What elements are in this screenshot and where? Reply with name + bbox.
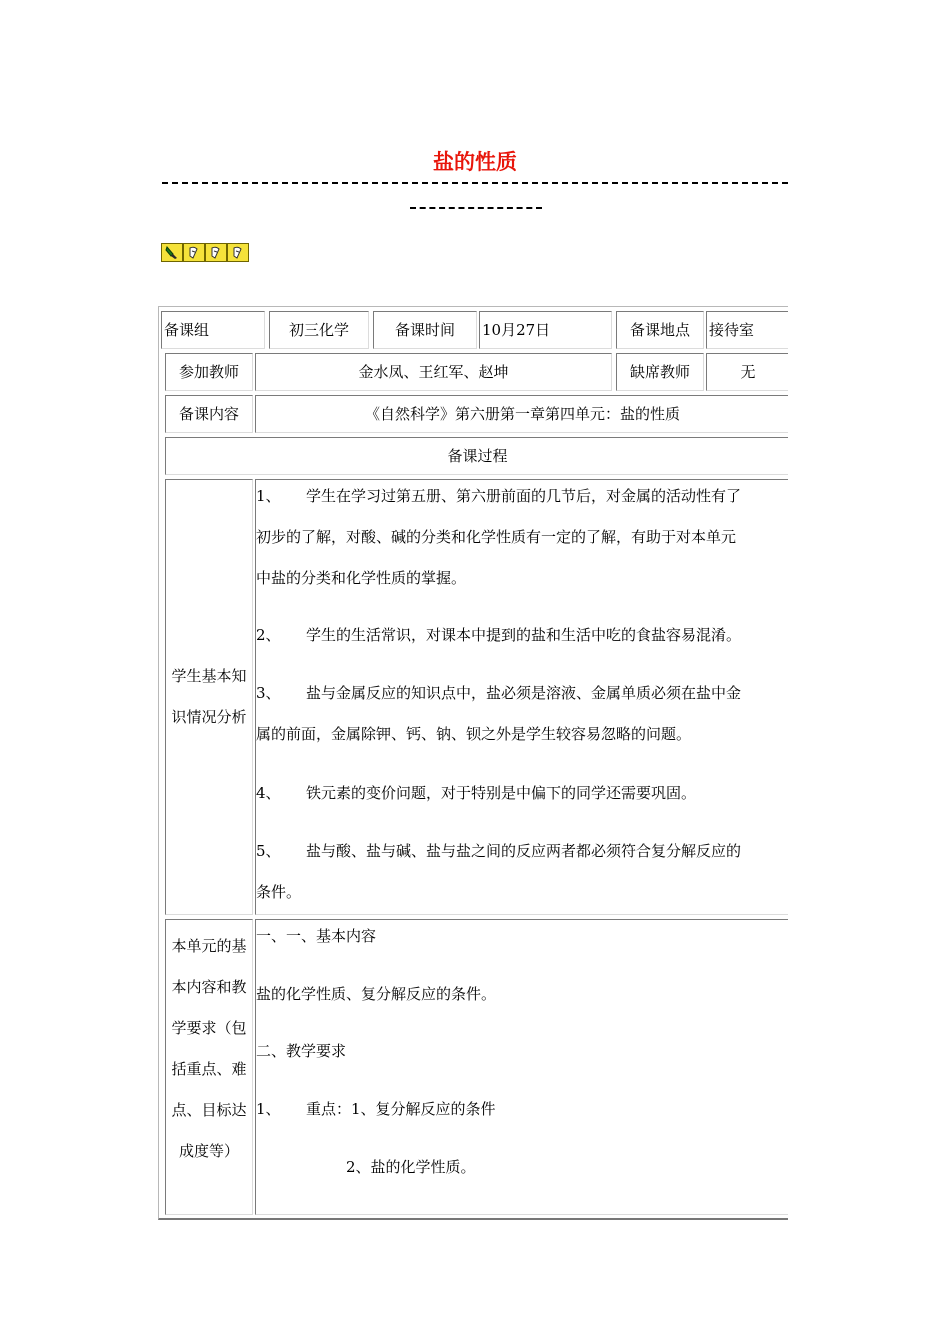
time-label: 备课时间: [373, 311, 477, 349]
analysis-item-1-line: 中盐的分类和化学性质的掌握。: [256, 569, 467, 587]
process-header: 备课过程: [165, 437, 788, 475]
unit-line-5: 2、盐的化学性质。: [346, 1158, 476, 1176]
unit-label-line: 括重点、难: [171, 1060, 247, 1078]
unit-label-line: 成度等）: [178, 1142, 239, 1160]
unit-label-line: 点、目标达: [171, 1101, 247, 1119]
teachers-label: 参加教师: [165, 353, 253, 391]
unit-label-line: 本单元的基: [171, 937, 247, 955]
place-label: 备课地点: [616, 311, 704, 349]
unit-line-4: 1、 重点：1、复分解反应的条件: [256, 1100, 496, 1118]
title-divider: [162, 182, 788, 184]
unit-line-3: 二、教学要求: [256, 1042, 347, 1060]
analysis-item-2: 2、 学生的生活常识，对课本中提到的盐和生活中吃的食盐容易混淆。: [256, 626, 742, 644]
content-value: 《自然科学》第六册第一章第四单元：盐的性质: [255, 395, 788, 433]
pen-icon[interactable]: [227, 243, 249, 262]
pen-icon[interactable]: [205, 243, 227, 262]
time-value: 10月27日: [479, 311, 612, 349]
absent-label: 缺席教师: [616, 353, 704, 391]
analysis-item-5: 5、 盐与酸、盐与碱、盐与盐之间的反应两者都必须符合复分解反应的: [256, 842, 742, 860]
teachers-value: 金水凤、王红军、赵坤: [255, 353, 612, 391]
unit-label-line: 学要求（包: [171, 1019, 247, 1037]
analysis-item-3-line: 属的前面，金属除钾、钙、钠、钡之外是学生较容易忽略的问题。: [256, 725, 692, 743]
group-label: 备课组: [161, 311, 265, 349]
analysis-item-1: 1、 学生在学习过第五册、第六册前面的几节后，对金属的活动性有了: [256, 487, 742, 505]
group-value: 初三化学: [269, 311, 369, 349]
unit-line-2: 盐的化学性质、复分解反应的条件。: [256, 985, 497, 1003]
analysis-item-3: 3、 盐与金属反应的知识点中，盐必须是溶液、金属单质必须在盐中金: [256, 684, 742, 702]
analysis-item-5-line: 条件。: [256, 883, 302, 901]
pen-icon[interactable]: [183, 243, 205, 262]
unit-line-1: 一、一、基本内容: [256, 927, 377, 945]
unit-label-line: 本内容和教: [171, 978, 247, 996]
title-divider-continued: [410, 207, 542, 209]
lesson-plan-table: [158, 306, 788, 1220]
absent-value: 无: [706, 353, 788, 391]
toolbar-icons: [161, 243, 249, 262]
analysis-label-line: 学生基本知: [171, 667, 247, 685]
page-title: 盐的性质: [433, 150, 517, 174]
place-value: 接待室: [706, 311, 788, 349]
content-label: 备课内容: [165, 395, 253, 433]
analysis-item-1-line: 初步的了解，对酸、碱的分类和化学性质有一定的了解，有助于对本单元: [256, 528, 737, 546]
analysis-item-4: 4、 铁元素的变价问题，对于特别是中偏下的同学还需要巩固。: [256, 784, 697, 802]
brush-icon[interactable]: [161, 243, 183, 262]
unit-label: [165, 919, 253, 1215]
analysis-label: [165, 479, 253, 915]
analysis-label-line: 识情况分析: [171, 708, 247, 726]
analysis-content: [255, 479, 788, 915]
unit-content: [255, 919, 788, 1215]
